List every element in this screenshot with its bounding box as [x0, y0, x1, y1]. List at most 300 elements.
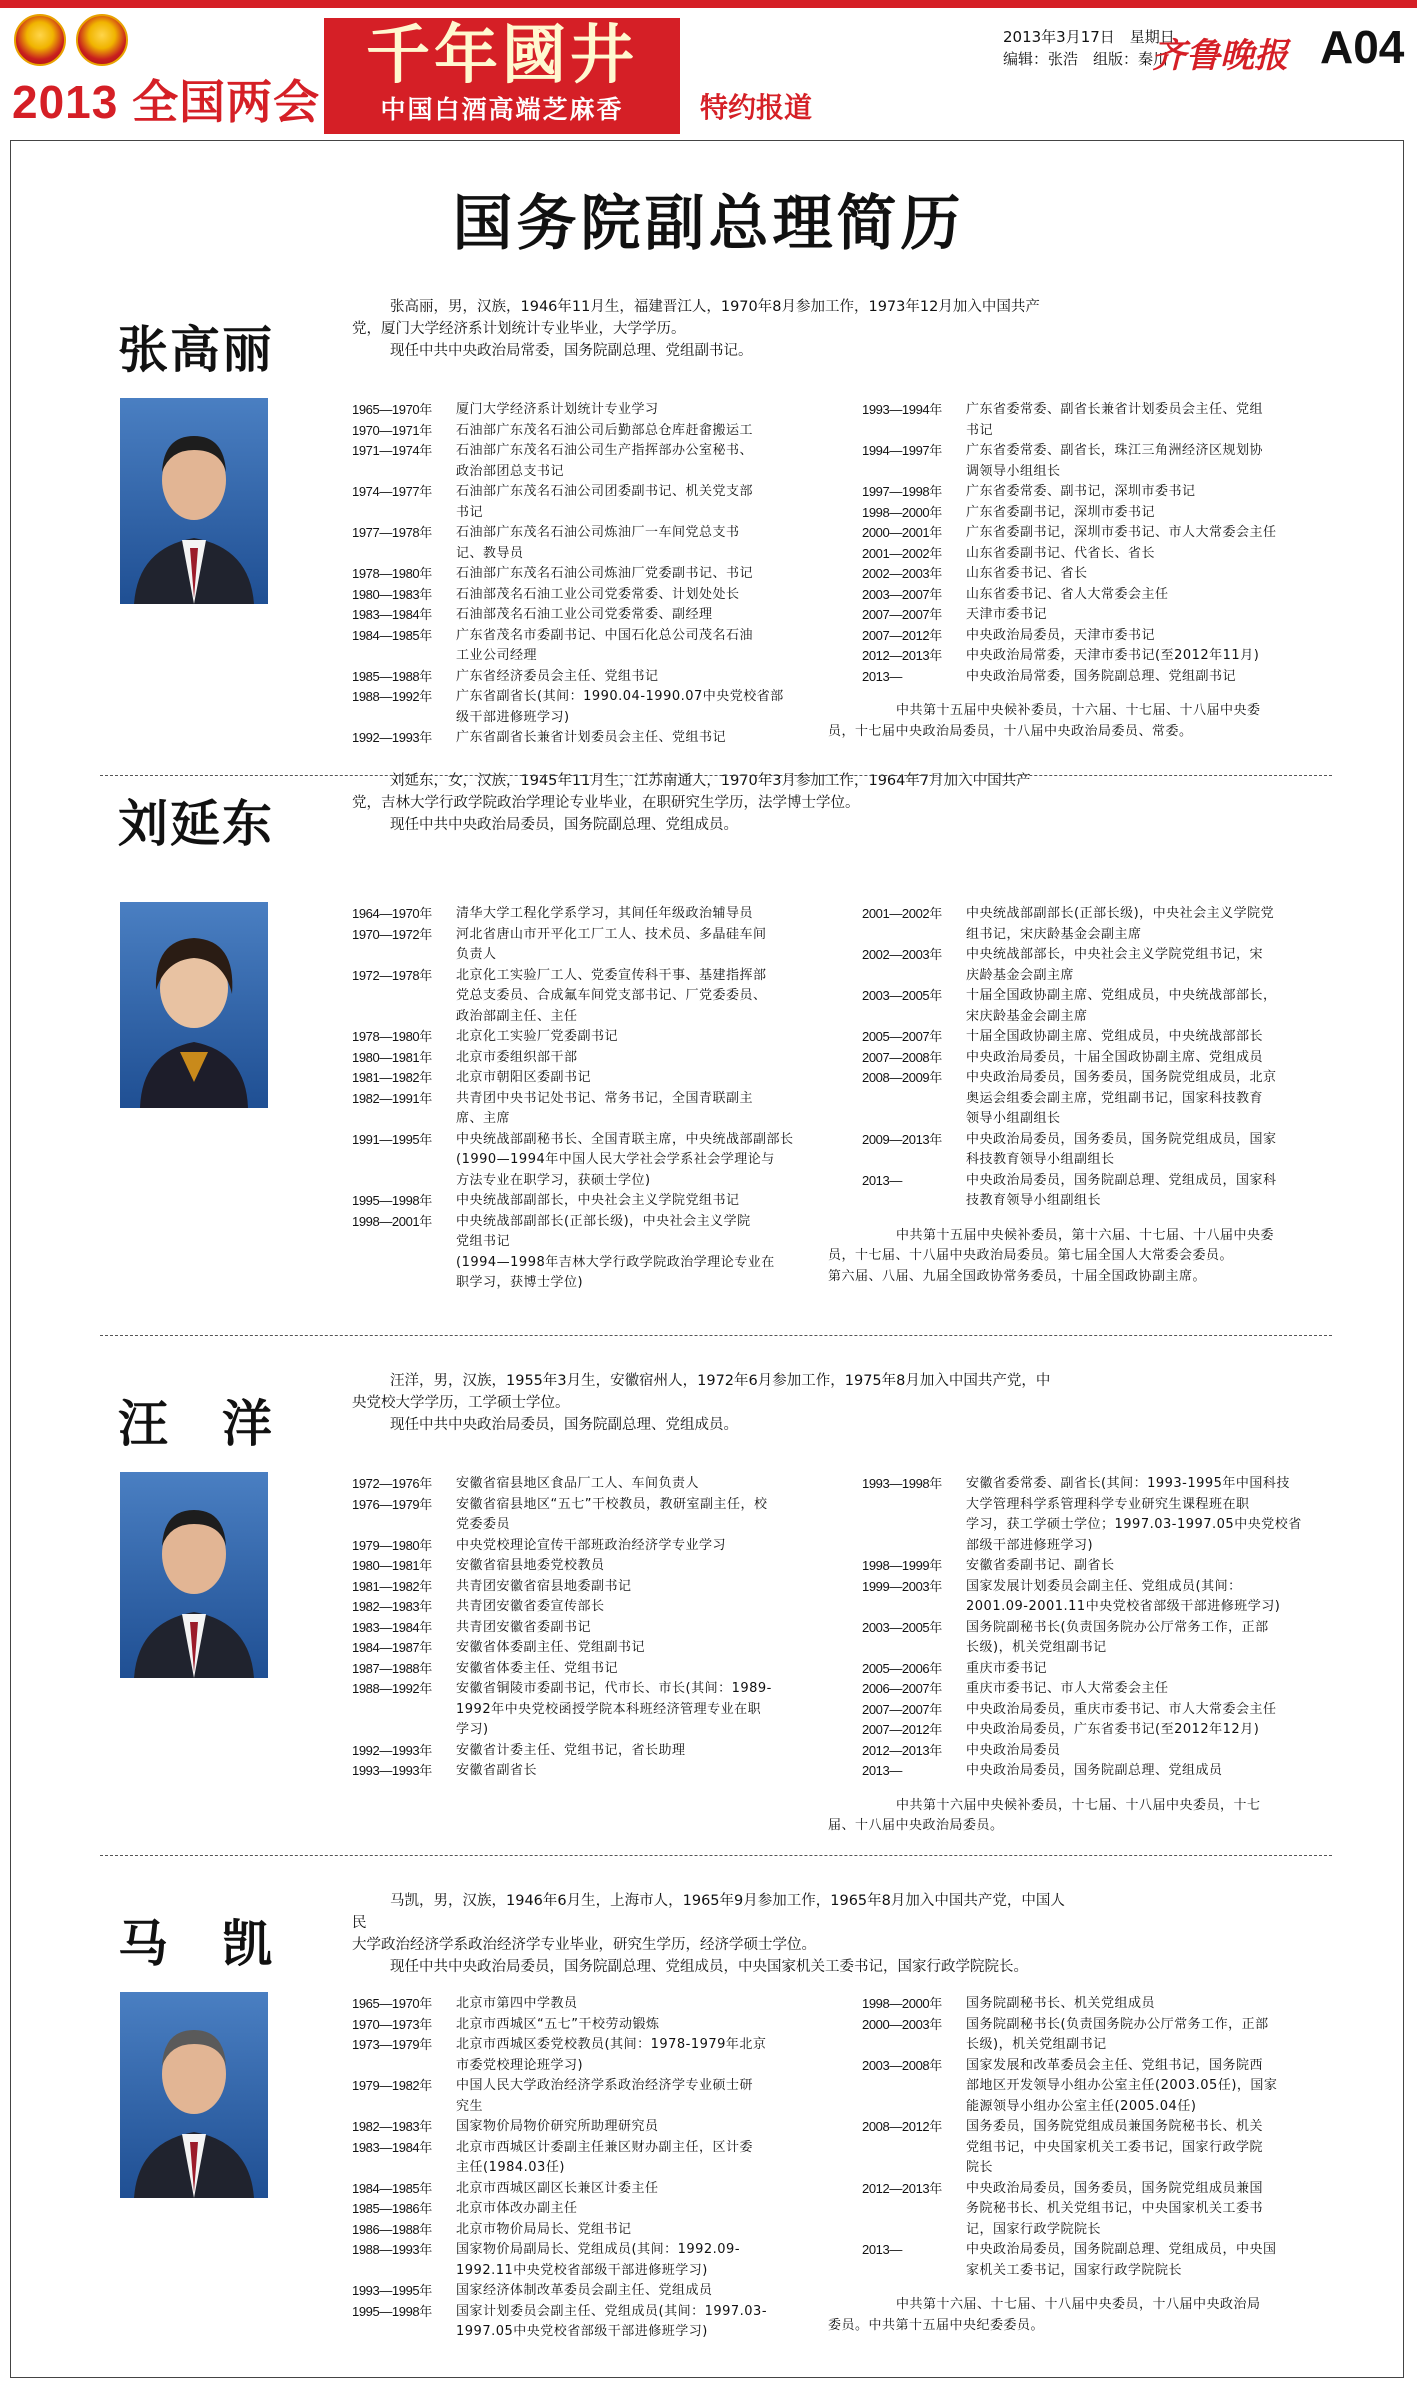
career-line: 中央政治局委员，国务院副总理、党组成员，中央国 [966, 2242, 1277, 2257]
career-text [456, 2220, 832, 2241]
career-text [966, 2056, 1324, 2118]
career-entry [352, 2179, 832, 2200]
career-years: 2009—2013年 [862, 1131, 942, 1147]
career-column-left [352, 1994, 832, 2343]
newspaper-name: 齐鲁晚报 [1152, 36, 1288, 76]
career-line: 北京化工实验厂工人、党委宣传科干事、基建指挥部 [456, 967, 767, 983]
career-years: 1965—1970年 [352, 1996, 432, 2011]
career-entry [862, 1171, 1324, 1212]
career-years: 2013— [862, 2242, 902, 2257]
career-line: 中央统战部副秘书长、全国青联主席，中央统战部副部长 [456, 1131, 794, 1147]
intro-line: 党，厦门大学经济系计划统计专业毕业，大学学历。 [352, 321, 686, 337]
person-name: 刘延东 [118, 795, 274, 853]
career-years: 2007—2012年 [862, 1722, 942, 1737]
career-entry [862, 1994, 1324, 2015]
career-entry [862, 2117, 1324, 2179]
career-line: 北京市物价局局长、党组书记 [456, 2221, 632, 2237]
intro-line: 央党校大学学历，工学硕士学位。 [352, 1395, 570, 1411]
career-years: 1970—1971年 [352, 422, 432, 438]
career-line: (1994—1998年吉林大学行政学院政治学理论专业在 [456, 1254, 775, 1270]
career-years: 2007—2012年 [862, 627, 942, 643]
career-line: 职学习，获博士学位) [456, 1275, 584, 1290]
career-entry [352, 1048, 832, 1069]
career-line: 调领导小组组长 [966, 463, 1061, 479]
career-entry [352, 2281, 832, 2302]
career-text [966, 2179, 1324, 2241]
career-line: 安徽省计委主任、党组书记，省长助理 [456, 1742, 686, 1758]
career-entry [352, 2138, 832, 2179]
career-text [456, 441, 832, 482]
career-line: 国务院副秘书长、机关党组成员 [966, 1996, 1156, 2011]
career-years: 1972—1976年 [352, 1476, 432, 1491]
career-years: 1979—1982年 [352, 2078, 432, 2093]
career-text [456, 1495, 832, 1536]
career-text [456, 1597, 832, 1618]
career-entry [862, 1659, 1324, 1680]
career-years: 1985—1988年 [352, 668, 432, 684]
career-line: 共青团安徽省委宣传部长 [456, 1599, 605, 1614]
sponsor-brand-slogan: 中国白酒高端芝麻香 [380, 95, 624, 124]
career-entry [352, 1089, 832, 1130]
career-years: 1980—1981年 [352, 1049, 432, 1065]
career-entry [352, 1761, 832, 1782]
intro-line: 张高丽，男，汉族，1946年11月生，福建晋江人，1970年8月参加工作，1973年12月加入中国共产 [390, 299, 1040, 315]
career-line: 党总支委员、合成氟车间党支部书记、厂党委委员、 [456, 988, 767, 1003]
career-entry [862, 626, 1324, 647]
career-line: 方法专业在职学习，获硕士学位) [456, 1172, 651, 1188]
career-line: 长级)，机关党组副书记 [966, 2037, 1107, 2052]
career-line: 中央政治局委员，重庆市委书记、市人大常委会主任 [966, 1701, 1277, 1717]
career-entry [862, 482, 1324, 503]
career-entry [862, 1130, 1324, 1171]
intro-line: 大学政治经济学系政治经济学专业毕业，研究生学历，经济学硕士学位。 [352, 1937, 816, 1953]
career-line: 务院秘书长、机关党组书记，中央国家机关工委书 [966, 2201, 1264, 2216]
career-line: 共青团中央书记处书记、常务书记，全国青联副主 [456, 1090, 754, 1106]
summary-line: 员，十七届、十八届中央政治局委员。第七届全国人大常委会委员。 [828, 1248, 1234, 1263]
career-entry [862, 1618, 1324, 1659]
career-years: 1979—1980年 [352, 1537, 432, 1553]
career-column-left [352, 400, 832, 749]
career-column-right [828, 400, 1324, 742]
career-text [456, 1577, 832, 1598]
person-photo [120, 902, 268, 1108]
career-line: 负责人 [456, 947, 497, 962]
person-name: 张高丽 [118, 321, 274, 379]
career-text [456, 925, 832, 966]
career-line: (1990—1994年中国人民大学社会学系社会学理论与 [456, 1152, 775, 1167]
committee-summary [828, 701, 1324, 742]
career-years: 1976—1979年 [352, 1496, 432, 1512]
career-entry [352, 564, 832, 585]
career-entry [862, 2015, 1324, 2056]
career-text [456, 523, 832, 564]
career-text [456, 2281, 832, 2302]
career-entry [352, 1068, 832, 1089]
career-line: 书记 [456, 504, 484, 520]
career-text [456, 2179, 832, 2200]
career-text [456, 2240, 832, 2281]
career-text [456, 966, 832, 1028]
career-text [966, 564, 1324, 585]
career-text [966, 945, 1324, 986]
career-line: 中央政治局委员，十届全国政协副主席、党组成员 [966, 1049, 1264, 1065]
career-text [456, 1659, 832, 1680]
career-line: 石油部茂名石油工业公司党委常委、副经理 [456, 607, 713, 622]
career-entry [352, 1556, 832, 1577]
career-text [456, 2035, 832, 2076]
career-line: 北京市体改办副主任 [456, 2201, 578, 2216]
career-entry [862, 523, 1324, 544]
career-line: 政治部团总支书记 [456, 463, 565, 479]
career-text [966, 2240, 1324, 2281]
career-text [456, 1556, 832, 1577]
career-line: 领导小组副组长 [966, 1111, 1061, 1126]
career-years: 2006—2007年 [862, 1681, 942, 1696]
career-entry [352, 1191, 832, 1212]
career-line: 石油部广东茂名石油公司团委副书记、机关党支部 [456, 484, 754, 499]
career-entry [352, 1597, 832, 1618]
summary-line: 委员。中共第十五届中央纪委委员。 [828, 2317, 1045, 2333]
career-line: 天津市委书记 [966, 607, 1048, 622]
career-line: 河北省唐山市开平化工厂工人、技术员、多晶硅车间 [456, 926, 767, 942]
person-photo [120, 398, 268, 604]
career-line: 重庆市委书记 [966, 1660, 1048, 1676]
career-years: 2012—2013年 [862, 1742, 942, 1758]
career-line: 石油部广东茂名石油公司炼油厂一车间党总支书 [456, 525, 740, 540]
career-line: 长级)，机关党组副书记 [966, 1640, 1107, 1655]
career-line: 2001.09-2001.11中央党校省部级干部进修班学习) [966, 1599, 1281, 1614]
career-years: 2013— [862, 1763, 902, 1778]
career-line: 国家经济体制改革委员会副主任、党组成员 [456, 2283, 713, 2298]
career-line: 国务委员，国务院党组成员兼国务院秘书长、机关 [966, 2119, 1264, 2134]
career-years: 2002—2003年 [862, 947, 942, 962]
career-text [456, 626, 832, 667]
career-entry [862, 1741, 1324, 1762]
career-text [966, 1618, 1324, 1659]
career-line: 组书记，宋庆龄基金会副主席 [966, 926, 1142, 942]
career-years: 1970—1973年 [352, 2016, 432, 2032]
career-line: 广东省委副书记，深圳市委书记 [966, 504, 1156, 520]
intro-line: 现任中共中央政治局委员，国务院副总理、党组成员，中央国家机关工委书记，国家行政学院院长。 [390, 1959, 1028, 1975]
career-years: 1985—1986年 [352, 2201, 432, 2216]
career-text [456, 1048, 832, 1069]
career-entry [352, 1994, 832, 2015]
career-entry [352, 1618, 832, 1639]
career-years: 1994—1997年 [862, 443, 942, 458]
career-years: 1983—1984年 [352, 2139, 432, 2155]
career-line: 国务院副秘书长(负责国务院办公厅常务工作，正部 [966, 1619, 1269, 1635]
summary-line: 届、十八届中央政治局委员。 [828, 1818, 1004, 1833]
career-line: 主任(1984.03任) [456, 2160, 565, 2175]
career-line: 北京市第四中学教员 [456, 1996, 578, 2011]
career-text [456, 1089, 832, 1130]
career-years: 2007—2007年 [862, 1701, 942, 1717]
career-text [966, 1741, 1324, 1762]
career-years: 1988—1992年 [352, 689, 432, 704]
career-entry [352, 667, 832, 688]
sponsor-brand-name: 千年國井 [366, 18, 638, 93]
career-line: 1992.11中央党校省部级干部进修班学习) [456, 2262, 708, 2278]
career-years: 2012—2013年 [862, 2180, 942, 2196]
person-intro [352, 1370, 1072, 1436]
career-text [966, 1556, 1324, 1577]
career-line: 北京市西城区计委副主任兼区财办副主任，区计委 [456, 2139, 754, 2155]
career-line: 安徽省宿县地区“五七”干校教员，教研室副主任，校 [456, 1496, 768, 1512]
top-red-rule [0, 0, 1417, 8]
career-years: 1998—2000年 [862, 504, 942, 520]
career-entry [352, 2240, 832, 2281]
career-years: 1999—2003年 [862, 1578, 942, 1594]
career-line: 究生 [456, 2098, 484, 2114]
career-line: 记、教导员 [456, 545, 524, 561]
career-years: 1982—1991年 [352, 1090, 432, 1106]
career-text [456, 2302, 832, 2343]
career-column-left [352, 1474, 832, 1782]
career-years: 2007—2008年 [862, 1049, 942, 1065]
career-years: 2008—2012年 [862, 2119, 942, 2134]
career-line: 厦门大学经济系计划统计专业学习 [456, 402, 659, 417]
career-text [456, 585, 832, 606]
career-line: 十届全国政协副主席、党组成员，中央统战部部长， [966, 988, 1277, 1003]
career-line: 席、主席 [456, 1111, 511, 1126]
career-line: 1992年中央党校函授学院本科班经济管理专业在职 [456, 1701, 762, 1717]
career-line: 中央统战部部长，中央社会主义学院党组书记，宋 [966, 947, 1264, 962]
career-years: 1995—1998年 [352, 1193, 432, 1208]
career-line: 广东省经济委员会主任、党组书记 [456, 668, 659, 684]
career-line: 能源领导小组办公室主任(2005.04任) [966, 2098, 1197, 2114]
career-text [966, 667, 1324, 688]
career-line: 工业公司经理 [456, 648, 538, 663]
career-line: 中央政治局委员，天津市委书记 [966, 627, 1156, 643]
career-years: 2003—2008年 [862, 2057, 942, 2073]
career-line: 山东省委书记、省人大常委会主任 [966, 586, 1169, 602]
career-text [456, 1761, 832, 1782]
career-line: 庆龄基金会副主席 [966, 967, 1075, 983]
career-text [456, 728, 832, 749]
cppcc-emblem-icon [76, 14, 128, 66]
summary-line: 中共第十六届中央候补委员，十七届、十八届中央委员，十七 [896, 1797, 1261, 1813]
career-entry [352, 1679, 832, 1741]
career-entry [862, 503, 1324, 524]
career-line: 部地区开发领导小组办公室主任(2003.05任)，国家 [966, 2078, 1278, 2093]
career-text [966, 482, 1324, 503]
career-entry [352, 925, 832, 966]
career-years: 1986—1988年 [352, 2221, 432, 2237]
career-entry [862, 1556, 1324, 1577]
career-years: 1993—1993年 [352, 1763, 432, 1778]
career-entry [862, 646, 1324, 667]
career-line: 中央统战部副部长(正部长级)，中央社会主义学院党 [966, 906, 1275, 921]
career-years: 1988—1992年 [352, 1681, 432, 1696]
summary-line: 中共第十六届、十七届、十八届中央委员，十八届中央政治局 [896, 2297, 1261, 2312]
section-title: 2013 全国两会 [12, 76, 321, 128]
career-line: 家机关工委书记，国家行政学院院长 [966, 2262, 1183, 2278]
career-text [966, 1171, 1324, 1212]
career-text [966, 1700, 1324, 1721]
career-text [966, 646, 1324, 667]
career-line: 安徽省体委副主任、党组副书记 [456, 1640, 646, 1655]
career-entry [862, 585, 1324, 606]
career-years: 1984—1985年 [352, 627, 432, 643]
career-text [966, 1068, 1324, 1130]
career-line: 国家发展计划委员会副主任、党组成员(其间： [966, 1578, 1242, 1594]
career-years: 1982—1983年 [352, 2119, 432, 2134]
career-text [966, 1761, 1324, 1782]
career-line: 山东省委书记、省长 [966, 566, 1088, 581]
career-line: 北京化工实验厂党委副书记 [456, 1029, 619, 1044]
career-text [456, 1130, 832, 1192]
career-entry [862, 564, 1324, 585]
career-years: 1998—2000年 [862, 1996, 942, 2011]
career-line: 中央政治局常委，天津市委书记(至2012年11月) [966, 648, 1260, 663]
career-line: 清华大学工程化学系学习，其间任年级政治辅导员 [456, 906, 754, 921]
career-entry [352, 1577, 832, 1598]
career-text [966, 986, 1324, 1027]
career-text [966, 1994, 1324, 2015]
career-line: 市委党校理论班学习) [456, 2057, 584, 2073]
career-entry [352, 1027, 832, 1048]
career-line: 宋庆龄基金会副主席 [966, 1008, 1088, 1024]
career-years: 1984—1987年 [352, 1640, 432, 1655]
career-years: 1981—1982年 [352, 1578, 432, 1594]
career-line: 北京市西城区副区长兼区计委主任 [456, 2180, 659, 2196]
career-years: 1993—1995年 [352, 2283, 432, 2298]
person-intro [352, 770, 1072, 836]
career-years: 1995—1998年 [352, 2303, 432, 2319]
career-years: 1978—1980年 [352, 566, 432, 581]
career-entry [352, 482, 832, 523]
career-years: 2007—2007年 [862, 607, 942, 622]
career-text [456, 1679, 832, 1741]
career-entry [862, 605, 1324, 626]
career-line: 安徽省宿县地区食品厂工人、车间负责人 [456, 1476, 700, 1491]
summary-line: 中共第十五届中央候补委员，第十六届、十七届、十八届中央委 [896, 1227, 1275, 1243]
career-text [456, 482, 832, 523]
committee-summary [828, 1226, 1324, 1288]
career-entry [352, 1212, 832, 1294]
career-line: 国家发展和改革委员会主任、党组书记，国务院西 [966, 2057, 1264, 2073]
career-years: 2000—2001年 [862, 525, 942, 540]
career-years: 1977—1978年 [352, 525, 432, 540]
committee-summary [828, 1796, 1324, 1837]
career-text [456, 421, 832, 442]
career-line: 石油部广东茂名石油公司生产指挥部办公室秘书、 [456, 443, 754, 458]
intro-line: 刘延东，女，汉族，1945年11月生，江苏南通人，1970年3月参加工作，1964年7月加入中国共产 [390, 773, 1031, 789]
career-years: 1973—1979年 [352, 2037, 432, 2052]
career-line: 北京市委组织部干部 [456, 1049, 578, 1065]
career-column-right [828, 1994, 1324, 2336]
intro-line: 马凯，男，汉族，1946年6月生，上海市人，1965年9月参加工作，1965年8月加入中国共产党，中国人民 [352, 1893, 1065, 1931]
career-years: 1993—1994年 [862, 402, 942, 417]
career-line: 党委委员 [456, 1517, 511, 1532]
career-text [966, 2117, 1324, 2179]
career-entry [862, 986, 1324, 1027]
career-line: 中央党校理论宣传干部班政治经济学专业学习 [456, 1537, 727, 1553]
career-line: 安徽省铜陵市委副书记，代市长、市长(其间：1989- [456, 1681, 772, 1696]
national-emblem-icon [14, 14, 66, 66]
career-text [966, 1048, 1324, 1069]
career-line: 中央政治局委员，国务委员，国务院党组成员兼国 [966, 2180, 1264, 2196]
career-line: 山东省委副书记、代省长、省长 [966, 545, 1156, 561]
career-line: 党组书记，中央国家机关工委书记，国家行政学院 [966, 2139, 1264, 2155]
career-years: 1971—1974年 [352, 443, 432, 458]
career-text [966, 1679, 1324, 1700]
summary-line: 员，十七届中央政治局委员，十八届中央政治局委员、常委。 [828, 723, 1193, 739]
career-text [456, 1741, 832, 1762]
career-line: 石油部广东茂名石油公司炼油厂党委副书记、书记 [456, 566, 754, 581]
career-text [966, 605, 1324, 626]
career-text [456, 667, 832, 688]
career-entry [862, 1761, 1324, 1782]
career-years: 2001—2002年 [862, 906, 942, 921]
career-text [966, 523, 1324, 544]
career-text [966, 503, 1324, 524]
career-entry [352, 626, 832, 667]
career-line: 中央政治局委员，国务院副总理、党组成员，国家科 [966, 1172, 1277, 1188]
person-photo [120, 1992, 268, 2198]
intro-line: 汪洋，男，汉族，1955年3月生，安徽宿州人，1972年6月参加工作，1975年8月加入中国共产党，中 [390, 1373, 1051, 1389]
career-entry [862, 1700, 1324, 1721]
career-line: 中央统战部副部长(正部长级)，中央社会主义学院 [456, 1213, 751, 1229]
career-line: 部级干部进修班学习) [966, 1537, 1094, 1553]
career-years: 1978—1980年 [352, 1029, 432, 1044]
career-years: 1983—1984年 [352, 607, 432, 622]
career-years: 1974—1977年 [352, 484, 432, 499]
career-line: 技教育领导小组副组长 [966, 1193, 1102, 1208]
career-line: 广东省茂名市委副书记、中国石化总公司茂名石油 [456, 627, 754, 643]
career-years: 2002—2003年 [862, 566, 942, 581]
career-column-right [828, 1474, 1324, 1837]
career-line: 中央政治局常委，国务院副总理、党组副书记 [966, 668, 1237, 684]
career-years: 1972—1978年 [352, 967, 432, 983]
career-years: 2003—2007年 [862, 586, 942, 602]
career-text [966, 1577, 1324, 1618]
career-line: 1997.05中央党校省部级干部进修班学习) [456, 2324, 708, 2339]
career-entry [862, 945, 1324, 986]
career-text [966, 1027, 1324, 1048]
career-entry [352, 605, 832, 626]
career-entry [862, 1679, 1324, 1700]
career-entry [862, 1048, 1324, 1069]
person-name: 马 凯 [118, 1915, 274, 1973]
career-line: 国家计划委员会副主任、党组成员(其间：1997.03- [456, 2303, 768, 2319]
career-text [966, 441, 1324, 482]
career-line: 广东省委常委、副省长，珠江三角洲经济区规划协 [966, 443, 1264, 458]
career-entry [862, 904, 1324, 945]
career-text [456, 1191, 832, 1212]
career-line: 十届全国政协副主席、党组成员，中央统战部部长 [966, 1029, 1264, 1044]
career-entry [352, 2015, 832, 2036]
career-column-right [828, 904, 1324, 1287]
career-line: 政治部副主任、主任 [456, 1008, 578, 1024]
career-line: 广东省委常委、副书记，深圳市委书记 [966, 484, 1196, 499]
career-text [456, 1027, 832, 1048]
career-text [966, 585, 1324, 606]
career-years: 2013— [862, 668, 902, 684]
career-years: 1970—1972年 [352, 926, 432, 942]
career-entry [862, 1068, 1324, 1130]
career-text [456, 2015, 832, 2036]
career-years: 2012—2013年 [862, 648, 942, 663]
person-intro [352, 1890, 1072, 1978]
career-years: 1992—1993年 [352, 730, 432, 745]
career-entry [352, 2035, 832, 2076]
career-text [966, 1130, 1324, 1171]
career-text [456, 1638, 832, 1659]
intro-line: 现任中共中央政治局常委，国务院副总理、党组副书记。 [390, 343, 753, 359]
career-text [966, 1659, 1324, 1680]
career-line: 党组书记 [456, 1234, 511, 1249]
